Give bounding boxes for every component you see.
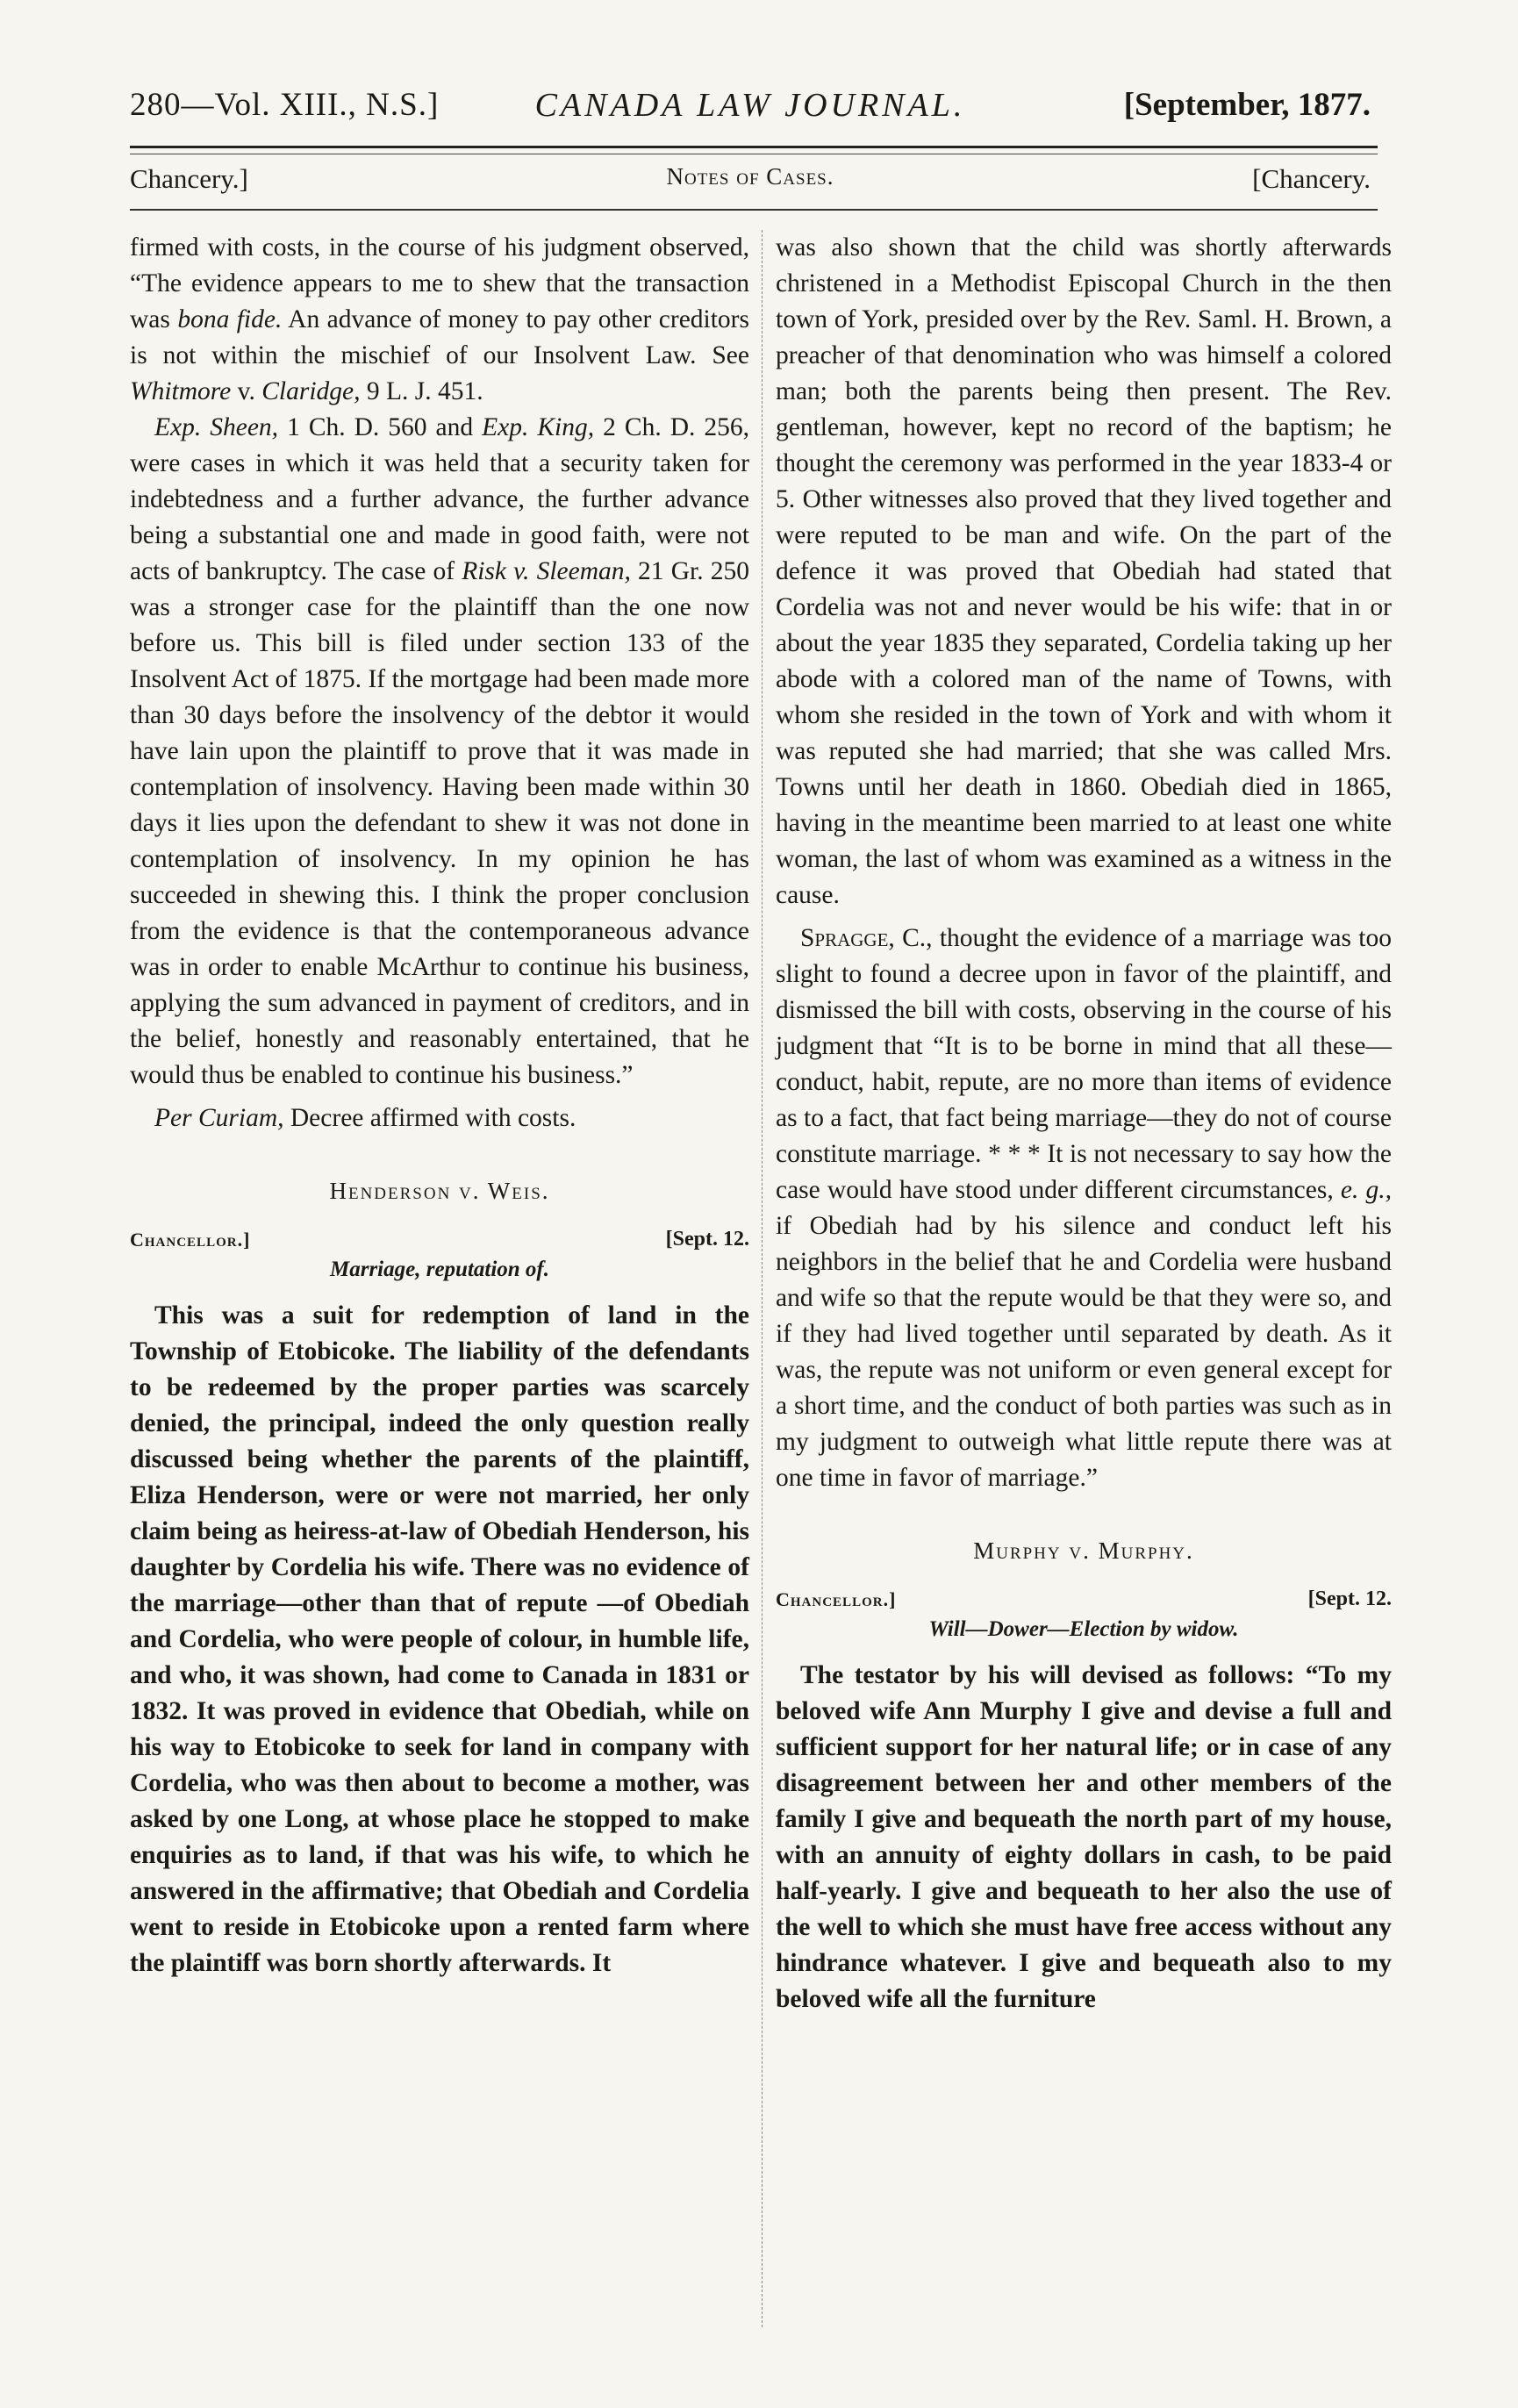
case-date: [Sept. 12. — [665, 1228, 749, 1251]
paragraph: was also shown that the child was shortly afterwards christened in a Methodist Episcopal Church in the then town of York, presided over by the Rev. Saml. H. Brown, a preacher of that denomination who was himself a colored man; both the parents being then present. The Rev. gentleman, however, kept no record of the baptism; he thought the ceremony was performed in the year 1833-4 or 5. Other witnesses also proved that they lived together and were reputed to be man and wife. On the part of the defence it was proved that Obediah had stated that Cordelia was not and never would be his wife: that in or about the year 1835 they separated, Cordelia taking up her abode with a colored man of the name of Towns, with whom she resided in the town of York and with whom it was reputed she had married; that she was called Mrs. Towns until her death in 1860. Obediah died in 1865, having in the meantime been married to at least one white woman, the last of whom was examined as a witness in the cause. — [776, 233, 1392, 909]
section-right: [Chancery. — [1252, 163, 1371, 194]
page-volume: 280—Vol. XIII., N.S.] — [130, 87, 440, 123]
paragraph: Spragge, C., thought the evidence of a marriage was too slight to found a decree upon in favor of the plaintiff, and dismissed the bill with costs, observing in the course of his judgment that “It is to be borne in mind that all these—conduct, habit, repute, are no more than items of evidence as to a fact, that fact being marriage—they do not of course constitute marriage. * * * It is not necessary to say how the case would have stood under different circumstances, e. g., if Obediah had by his silence and conduct left his neighbors in the belief that he and Cordelia were husband and wife so that the repute would be that they were so, and if they had lived together until separated by death. As it was, the repute was not uniform or even general except for a short time, and the conduct of both parties was such as in my judgment to outweigh what little repute there was at one time in favor of marriage.” — [776, 924, 1392, 1492]
journal-title: CANADA LAW JOURNAL. — [534, 87, 966, 124]
issue-date: [September, 1877. — [1123, 87, 1371, 123]
case-meta — [130, 1222, 749, 1251]
paragraph: Per Curiam, Decree affirmed with costs. — [154, 1104, 576, 1132]
paragraph: firmed with costs, in the course of his judgment observed, “The evidence appears to me to shew that the transaction was bona fide. An advance of money to pay other creditors is not within the mischief of our Insolvent Law. See Whitmore v. Claridge, 9 L. J. 451. — [130, 233, 749, 405]
case-judge: Chancellor.] — [776, 1588, 897, 1610]
paragraph: This was a suit for redemption of land in the Township of Etobicoke. The liability of the defendants to be redeemed by the proper parties was scarcely denied, the principal, indeed the only question really discussed being whether the parents of the plaintiff, Eliza Henderson, were or were not married, her only claim being as heiress-at-law of Obediah Henderson, his daughter by Cordelia his wife. There was no evidence of the marriage—other than that of repute —of Obediah and Cordelia, who were people of colour, in humble life, and who, it was shown, had come to Canada in 1831 or 1832. It was proved in evidence that Obediah, while on his way to Etobicoke to seek for land in company with Cordelia, who was then about to become a mother, was asked by one Long, at whose place he stopped to make enquiries as to land, if that was his wife, to which he answered in the affirmative; that Obediah and Cordelia went to reside in Etobicoke upon a rented farm where the plaintiff was born shortly afterwards. It — [130, 1301, 749, 1977]
section-left: Chancery.] — [130, 163, 248, 194]
column-divider — [762, 230, 763, 2327]
section-header — [130, 163, 1371, 202]
case-body — [130, 1298, 749, 1982]
paragraph: The testator by his will devised as follows: “To my beloved wife Ann Murphy I give and devise a full and sufficient support for her natural life; or in case of any disagreement between her and other members of the family I give and bequeath the north part of my house, with an annuity of eighty dollars in cash, to be paid half-yearly. I give and bequeath to her also the use of the well to which she must have free access without any hindrance whatever. I give and bequeath also to my beloved wife all the furniture — [776, 1661, 1392, 2013]
running-header — [130, 86, 1371, 139]
section-center: Notes of Cases. — [666, 163, 834, 190]
case-body — [776, 1658, 1392, 2017]
case-meta — [776, 1581, 1392, 1611]
section-rule — [130, 209, 1378, 211]
header-rule-thick — [130, 146, 1378, 148]
case-title: Murphy v. Murphy. — [973, 1537, 1194, 1564]
paragraph: Exp. Sheen, 1 Ch. D. 560 and Exp. King, 2 Ch. D. 256, were cases in which it was held that a security taken for indebtedness and a further advance, the further advance being a substantial one and made in good faith, were not acts of bankruptcy. The case of Risk v. Sleeman, 21 Gr. 250 was a stronger case for the plaintiff than the one now before us. This bill is filed under section 133 of the Insolvent Act of 1875. If the mortgage had been made more than 30 days before the insolvency of the debtor it would have lain upon the plaintiff to prove that it was made in contemplation of insolvency. Having been made within 30 days it lies upon the defendant to shew it was not done in contemplation of insolvency. In my opinion he has succeeded in shewing this. I think the proper conclusion from the evidence is that the contemporaneous advance was in order to enable McArthur to continue his business, applying the sum advanced in payment of creditors, and in the belief, honestly and reasonably entertained, that he would thus be enabled to continue his business.” — [130, 413, 749, 1089]
case-subject: Marriage, reputation of. — [329, 1258, 550, 1281]
case-subject: Will—Dower—Election by widow. — [928, 1617, 1239, 1641]
left-column — [130, 230, 749, 1982]
case-judge: Chancellor.] — [130, 1229, 251, 1251]
case-date: [Sept. 12. — [1307, 1587, 1392, 1610]
case-title: Henderson v. Weis. — [329, 1178, 550, 1204]
right-column — [776, 230, 1392, 2017]
